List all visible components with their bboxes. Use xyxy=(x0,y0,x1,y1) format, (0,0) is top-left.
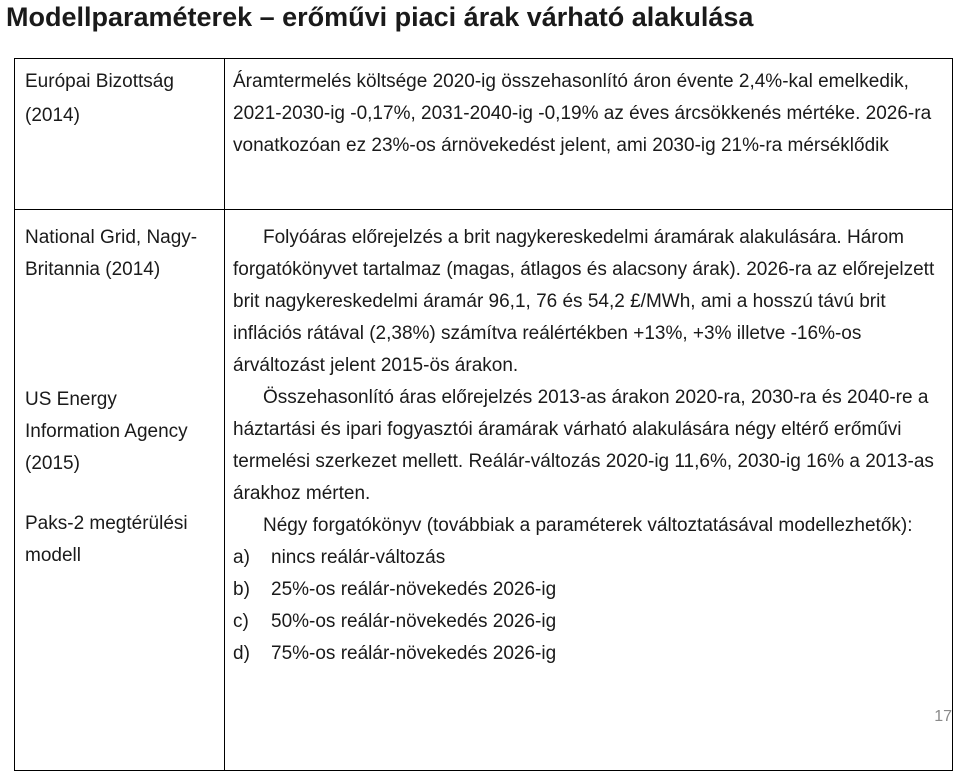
list-marker: c) xyxy=(233,611,249,632)
list-item-text: 25%-os reálár-növekedés 2026-ig xyxy=(271,579,557,600)
list-item xyxy=(233,638,946,670)
source-cell-other-sources xyxy=(15,210,225,771)
list-marker: a) xyxy=(233,547,250,568)
description-text: Áramtermelés költsége 2020-ig összehasonlító áron évente 2,4%-kal emelkedik, 2021-2030-ig -0,17%, 2031-2040-ig -0,19% az éves árcsökkenés mértéke. 2026-ra vonatkozóan ez 23%-os árnövekedést jelent, ami 2030-ig 21%-ra mérséklődik xyxy=(233,71,932,156)
list-item xyxy=(233,606,946,638)
list-marker: b) xyxy=(233,579,250,600)
table-row-european-commission xyxy=(15,59,953,210)
source-name-line: Európai Bizottság xyxy=(25,71,174,92)
list-item xyxy=(233,574,946,606)
list-item-text: 50%-os reálár-növekedés 2026-ig xyxy=(271,611,557,632)
description-cell-european-commission xyxy=(225,59,953,210)
national-grid-description: Folyóáras előrejelzés a brit nagykereskedelmi áramárak alakulására. Három forgatókönyvet tartalmaz (magas, átlagos és alacsony árak). 2026-ra az előrejelzett brit nagykereskedelmi áramár 96,1, 76 és 54,2 £/MWh, ami a hosszú távú brit inflációs rátával (2,38%) számítva reálértékben +13%, +3% illetve -16%-os árváltozást jelent 2015-ös árakon. xyxy=(233,227,935,376)
source-cell-european-commission xyxy=(15,59,225,210)
page-number: 17 xyxy=(934,708,952,725)
source-year-line: (2014) xyxy=(25,105,80,126)
list-item xyxy=(233,542,946,574)
parameters-table xyxy=(14,58,953,771)
description-cell-other-sources xyxy=(225,210,953,771)
list-item-text: nincs reálár-változás xyxy=(271,547,446,568)
table-row-other-sources xyxy=(15,210,953,771)
source-name-national-grid: National Grid, Nagy-Britannia (2014) xyxy=(25,227,198,280)
list-marker: d) xyxy=(233,643,250,664)
paks2-description: Négy forgatókönyv (továbbiak a paraméterek változtatásával modellezhetők): xyxy=(263,515,913,536)
slide-title: Modellparaméterek – erőművi piaci árak várható alakulása xyxy=(6,2,754,32)
us-eia-description: Összehasonlító áras előrejelzés 2013-as árakon 2020-ra, 2030-ra és 2040-re a háztartási és ipari fogyasztói áramárak várható alakulására négy eltérő erőművi termelési szerkezet mellett. Reálár-változás 2020-ig 11,6%, 2030-ig 16% a 2013-as árakhoz mérten. xyxy=(233,387,934,504)
scenario-list xyxy=(233,542,946,670)
cell-bottom-padding xyxy=(233,670,946,682)
list-item-text: 75%-os reálár-növekedés 2026-ig xyxy=(271,643,557,664)
source-name-paks2-model: Paks-2 megtérülési modell xyxy=(25,513,188,566)
source-name-us-eia: US Energy Information Agency (2015) xyxy=(25,389,188,474)
